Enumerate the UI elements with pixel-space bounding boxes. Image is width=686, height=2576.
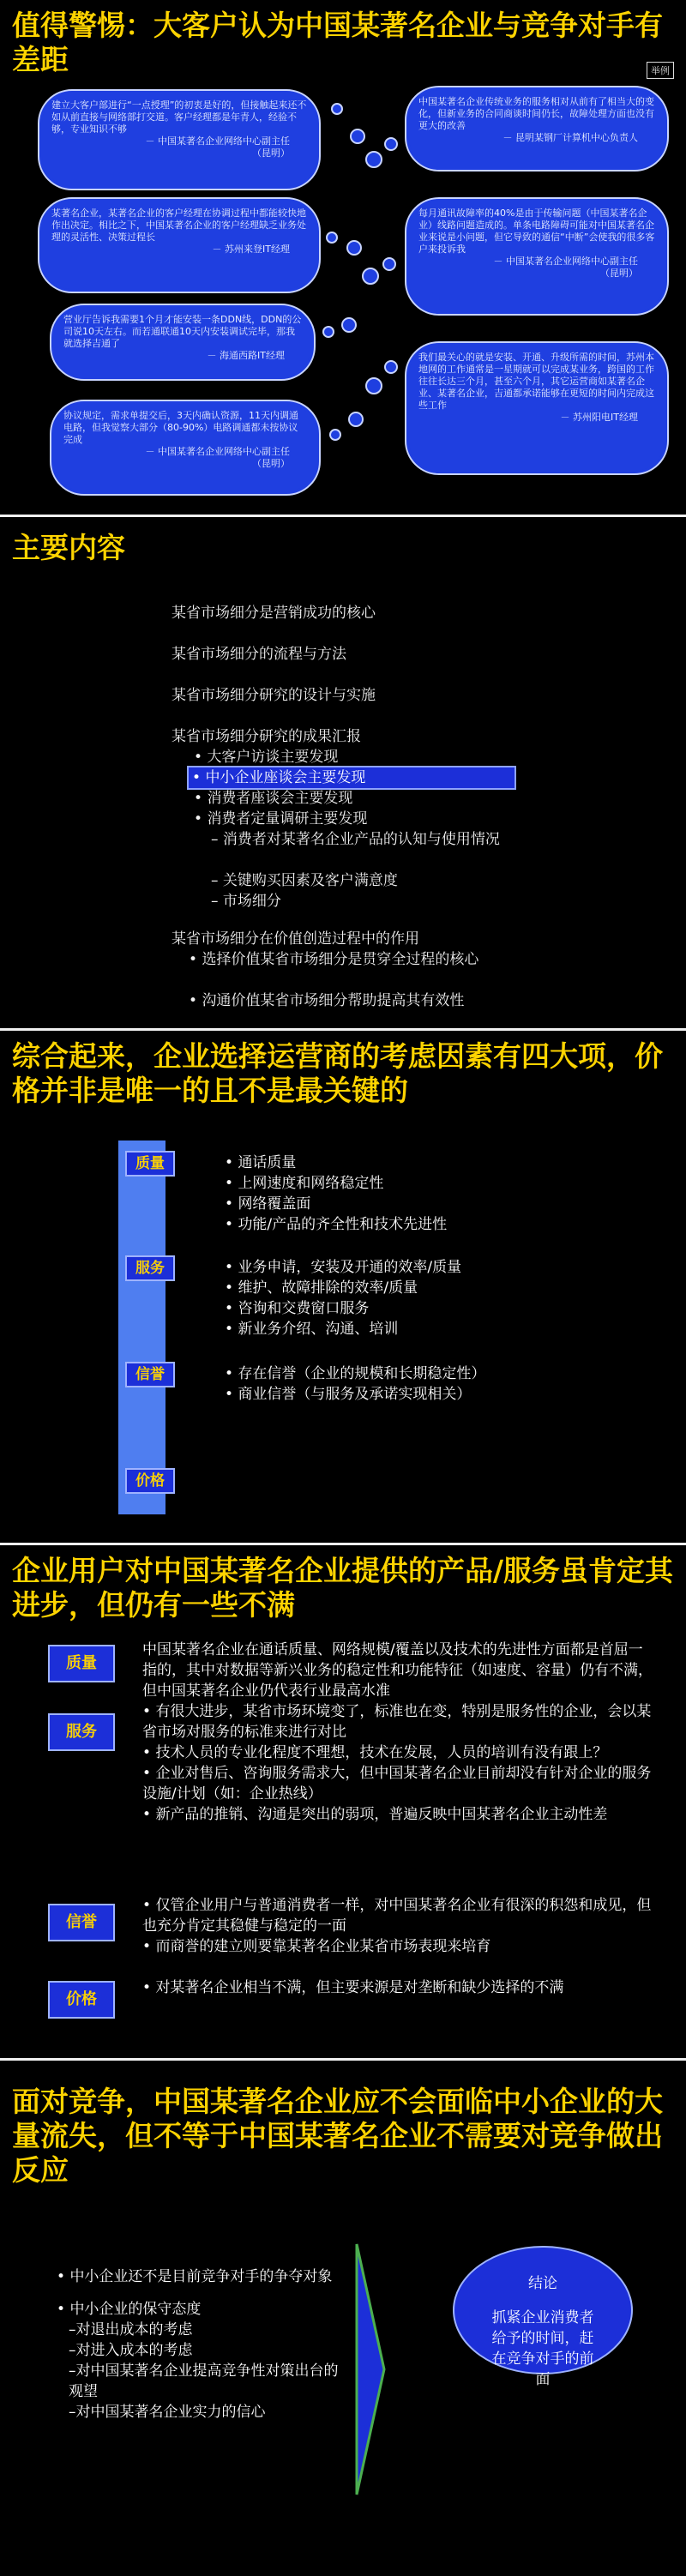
slide-agenda xyxy=(0,517,686,1028)
row-text-price xyxy=(142,1977,657,1998)
quote-cloud-5 xyxy=(405,86,669,172)
row-tag-reputation: 信誉 xyxy=(48,1904,115,1941)
agenda-subsubitem-label: 市场细分 xyxy=(222,893,281,910)
row-tag-price: 价格 xyxy=(48,1981,115,2019)
quote-text: 每月通讯故障率的40%是由于传输问题（中国某著名企业）线路问题造成的。单条电路障碍可能对中国某著名企业来说是小问题，但它导致的通信“中断”会使我的很多客户来投诉我 xyxy=(418,208,655,255)
factor-point-text: 网络覆盖面 xyxy=(238,1195,311,1213)
quote-text: 中国某著名企业传统业务的服务相对从前有了相当大的变化，但新业务的合同商谈时间仍长，故障处理方面也没有更大的改善 xyxy=(418,96,654,131)
thought-bubble xyxy=(322,326,334,338)
quote-attribution: － 海通西路IT经理 xyxy=(207,350,285,361)
agenda-item: 某省市场细分的流程与方法 xyxy=(172,646,346,663)
thought-bubble xyxy=(382,257,396,271)
row-point: • 仅管企业用户与普通消费者一样，对中国某著名企业有很深的积怨和成见，但也充分肯定其稳健与稳定的一面 xyxy=(142,1897,652,1935)
factor-point: • 上网速度和网络稳定性 xyxy=(225,1175,384,1192)
reason-subitem: –对中国某著名企业实力的信心 xyxy=(69,2404,266,2421)
agenda-item: 某省市场细分研究的设计与实施 xyxy=(172,687,376,704)
row-point: • 新产品的推销、沟通是突出的弱项，普遍反映中国某著名企业主动性差 xyxy=(142,1806,608,1823)
slide3-title: 综合起来，企业选择运营商的考虑因素有四大项，价格并非是唯一的且不是最关键的 xyxy=(12,1039,663,1107)
agenda-subsubitem: – 市场细分 xyxy=(211,893,281,910)
slide-selection-factors xyxy=(0,1031,686,1543)
quote-location: （昆明） xyxy=(252,458,290,469)
thought-bubble xyxy=(326,232,338,244)
reason-subitem: –对中国某著名企业提高竞争性对策出台的观望 xyxy=(69,2362,339,2400)
factor-points-quality xyxy=(225,1153,447,1235)
factor-point-text: 上网速度和网络稳定性 xyxy=(238,1175,384,1192)
row-tag-service: 服务 xyxy=(48,1713,115,1751)
agenda-subitem-label: 消费者座谈会主要发现 xyxy=(207,790,353,807)
agenda-subitem-label: 大客户访谈主要发现 xyxy=(207,749,339,766)
factor-point: • 商业信誉（与服务及承诺实现相关） xyxy=(225,1386,472,1403)
thought-bubble xyxy=(329,429,341,441)
example-stamp: 举例 xyxy=(647,62,674,79)
thought-bubble xyxy=(365,377,382,394)
conclusion-title: 结论 xyxy=(528,2275,557,2292)
factor-point: • 咨询和交费窗口服务 xyxy=(225,1300,370,1317)
quote-attribution: － 中国某著名企业网络中心副主任 xyxy=(493,256,638,267)
quote-cloud-4 xyxy=(50,400,321,496)
quote-attribution: － 苏州阳电IT经理 xyxy=(560,412,638,423)
agenda-subitem: • 选择价值某省市场细分是贯穿全过程的核心 xyxy=(189,951,479,968)
row-point-text: 仅管企业用户与普通消费者一样，对中国某著名企业有很深的积怨和成见，但也充分肯定其稳健与稳定的一面 xyxy=(142,1897,652,1935)
quote-cloud-6 xyxy=(405,197,669,316)
factor-point-text: 存在信誉（企业的规模和长期稳定性） xyxy=(238,1365,486,1382)
slide5-title: 面对竞争，中国某著名企业应不会面临中小企业的大量流失，但不等于中国某著名企业不需要对竞争做出反应 xyxy=(12,2085,663,2187)
row-point: • 企业对售后、咨询服务需求大，但中国某著名企业目前却没有针对企业的服务设施/计划（如：企业热线） xyxy=(142,1765,652,1803)
factor-point: • 存在信誉（企业的规模和长期稳定性） xyxy=(225,1365,486,1382)
thought-bubble xyxy=(350,129,365,144)
factor-point-text: 通话质量 xyxy=(238,1154,297,1171)
conclusion-oval xyxy=(453,2246,633,2388)
quote-attribution: － 苏州来登IT经理 xyxy=(212,244,290,255)
quote-cloud-3 xyxy=(50,304,316,381)
thought-bubble xyxy=(348,412,364,427)
quote-attribution: － 中国某著名企业网络中心副主任 xyxy=(145,446,290,457)
thought-bubble xyxy=(346,240,362,256)
factor-point: • 功能/产品的齐全性和技术先进性 xyxy=(225,1216,448,1233)
factor-point: • 业务申请，安装及开通的效率/质量 xyxy=(225,1259,462,1276)
factor-tag-service: 服务 xyxy=(125,1255,175,1281)
factor-point-text: 业务申请，安装及开通的效率/质量 xyxy=(238,1259,462,1276)
quote-location: （昆明） xyxy=(252,147,290,159)
right-chevron-arrow-icon xyxy=(353,2241,388,2498)
row-point-text: 对某著名企业相当不满，但主要来源是对垄断和缺少选择的不满 xyxy=(155,1979,564,1996)
slide-dissatisfaction xyxy=(0,1545,686,2058)
agenda-subsubitem-label: 关键购买因素及客户满意度 xyxy=(222,872,398,889)
quote-text: 建立大客户部进行“一点授理”的初衷是好的，但接触起来还不如从前直接与网络部打交道。客户经理都是年青人，经验不够，专业知识不够 xyxy=(51,99,307,135)
thought-bubble xyxy=(341,317,357,333)
row-point-text: 新产品的推销、沟通是突出的弱项，普遍反映中国某著名企业主动性差 xyxy=(155,1806,608,1823)
factor-point: • 维护、故障排除的效率/质量 xyxy=(225,1279,418,1297)
row-text-quality: 中国某著名企业在通话质量、网络规模/覆盖以及技术的先进性方面都是首屈一指的，其中对数据等新兴业务的稳定性和功能特征（如速度、容量）仍有不满，但中国某著名企业仍代表行业最高水准 xyxy=(142,1641,653,1700)
reason-subitem: –对进入成本的考虑 xyxy=(69,2342,193,2359)
factor-point-text: 维护、故障排除的效率/质量 xyxy=(238,1279,418,1297)
row-point: • 技术人员的专业化程度不理想，技术在发展，人员的培训有没有跟上？ xyxy=(142,1744,608,1761)
agenda-subitem-label: 沟通价值某省市场细分帮助提高其有效性 xyxy=(202,992,465,1009)
quote-location: （昆明） xyxy=(600,268,638,279)
quote-cloud-1 xyxy=(38,89,321,190)
reason-item: • 中小企业的保守态度 xyxy=(57,2301,202,2318)
row-point-text: 有很大进步，某省市场环境变了，标准也在变，特别是服务性的企业，会以某省市场对服务的标准来进行对比 xyxy=(142,1703,652,1741)
factor-bar xyxy=(118,1141,165,1514)
reason-item: • 中小企业还不是目前竞争对手的争夺对象 xyxy=(57,2268,333,2285)
agenda-subitem: • 消费者座谈会主要发现 xyxy=(194,790,353,807)
agenda-subitem-label: 中小企业座谈会主要发现 xyxy=(205,769,366,786)
slide4-title: 企业用户对中国某著名企业提供的产品/服务虽肯定其进步，但仍有一些不满 xyxy=(12,1554,674,1622)
factor-point-text: 咨询和交费窗口服务 xyxy=(238,1300,370,1317)
row-point: • 对某著名企业相当不满，但主要来源是对垄断和缺少选择的不满 xyxy=(142,1979,564,1996)
quote-cloud-7 xyxy=(405,341,669,475)
slide-competition-response xyxy=(0,2061,686,2576)
factor-point-text: 功能/产品的齐全性和技术先进性 xyxy=(238,1216,448,1233)
factor-point-text: 新业务介绍、沟通、培训 xyxy=(238,1321,399,1338)
factor-tag-quality: 质量 xyxy=(125,1151,175,1177)
factor-point: • 新业务介绍、沟通、培训 xyxy=(225,1321,399,1338)
row-point: • 有很大进步，某省市场环境变了，标准也在变，特别是服务性的企业，会以某省市场对服务的标准来进行对比 xyxy=(142,1703,652,1741)
agenda-subsubitem: – 消费者对某著名企业产品的认知与使用情况 xyxy=(211,831,500,848)
row-tag-quality: 质量 xyxy=(48,1645,115,1682)
factor-points-reputation xyxy=(225,1363,485,1405)
agenda-item: 某省市场细分研究的成果汇报 xyxy=(172,728,361,745)
agenda-subitem-label: 选择价值某省市场细分是贯穿全过程的核心 xyxy=(202,951,479,968)
agenda-subsubitem-label: 消费者对某著名企业产品的认知与使用情况 xyxy=(222,831,500,848)
factor-point: • 网络覆盖面 xyxy=(225,1195,311,1213)
row-point-text: 技术人员的专业化程度不理想，技术在发展，人员的培训有没有跟上？ xyxy=(155,1744,608,1761)
slide-warning xyxy=(0,0,686,515)
agenda-subitem: • 大客户访谈主要发现 xyxy=(194,749,339,766)
factor-tag-price: 价格 xyxy=(125,1468,175,1494)
factor-point-text: 商业信誉（与服务及承诺实现相关） xyxy=(238,1386,472,1403)
thought-bubble xyxy=(362,268,379,285)
agenda-subitem-highlighted: • 中小企业座谈会主要发现 xyxy=(189,767,514,788)
quote-text: 我们最关心的就是安装、开通、升级所需的时间，苏州本地网的工作通常是一星期就可以完成某业务，跨国的工作往往长达三个月，甚至六个月，其它运营商如某著名企业、某著名企业，吉通都承诺能够在更短的时间内完成这些工作 xyxy=(418,352,654,411)
agenda-item: 某省市场细分在价值创造过程中的作用 xyxy=(172,930,419,948)
quote-text: 某著名企业，某著名企业的客户经理在协调过程中都能较快地作出决定。相比之下，中国某著名企业的客户经理缺乏业务处理的灵活性、决策过程长 xyxy=(51,208,306,243)
thought-bubble xyxy=(365,151,382,168)
agenda-item: 某省市场细分是营销成功的核心 xyxy=(172,605,376,622)
reason-subitem: –对退出成本的考虑 xyxy=(69,2321,193,2338)
quote-text: 营业厅告诉我需要1个月才能安装一条DDN线，DDN的公司说10天左右。而若通联通10天内安装调试完毕，那我就选择吉通了 xyxy=(63,314,302,349)
row-text-reputation xyxy=(142,1895,657,1957)
row-point: • 而商誉的建立则要靠某著名企业某省市场表现来培育 xyxy=(142,1938,491,1955)
slide2-title: 主要内容 xyxy=(12,531,125,564)
agenda-subitem: • 沟通价值某省市场细分帮助提高其有效性 xyxy=(189,992,465,1009)
quote-text: 协议规定，需求单提交后，3天内确认资源，11天内调通电路，但我觉察大部分（80-90%）电路调通都未按协议完成 xyxy=(63,410,298,445)
thought-bubble xyxy=(384,137,398,151)
quote-cloud-2 xyxy=(38,197,321,293)
agenda-subitem-label: 消费者定量调研主要发现 xyxy=(207,810,368,828)
quote-attribution: － 中国某著名企业网络中心副主任 xyxy=(145,135,290,147)
factor-tag-reputation: 信誉 xyxy=(125,1362,175,1387)
factor-points-service xyxy=(225,1257,461,1339)
reasons-list xyxy=(57,2266,348,2423)
conclusion-text: 抓紧企业消费者给予的时间，赶在竞争对手的前面 xyxy=(491,2309,594,2388)
row-text-service xyxy=(142,1701,657,1825)
quote-attribution: － 昆明某钢厂计算机中心负责人 xyxy=(502,132,638,143)
factor-point: • 通话质量 xyxy=(225,1154,297,1171)
thought-bubble xyxy=(331,103,343,115)
slide1-title: 值得警惕：大客户认为中国某著名企业与竞争对手有差距 xyxy=(12,9,663,76)
row-point-text: 而商誉的建立则要靠某著名企业某省市场表现来培育 xyxy=(155,1938,491,1955)
agenda-subitem: • 消费者定量调研主要发现 xyxy=(194,810,368,828)
row-point-text: 企业对售后、咨询服务需求大，但中国某著名企业目前却没有针对企业的服务设施/计划（如：企业热线） xyxy=(142,1765,652,1803)
reason-text: 中小企业还不是目前竞争对手的争夺对象 xyxy=(69,2268,333,2285)
reason-text: 中小企业的保守态度 xyxy=(69,2301,202,2318)
agenda-subsubitem: – 关键购买因素及客户满意度 xyxy=(211,872,398,889)
thought-bubble xyxy=(384,360,398,374)
